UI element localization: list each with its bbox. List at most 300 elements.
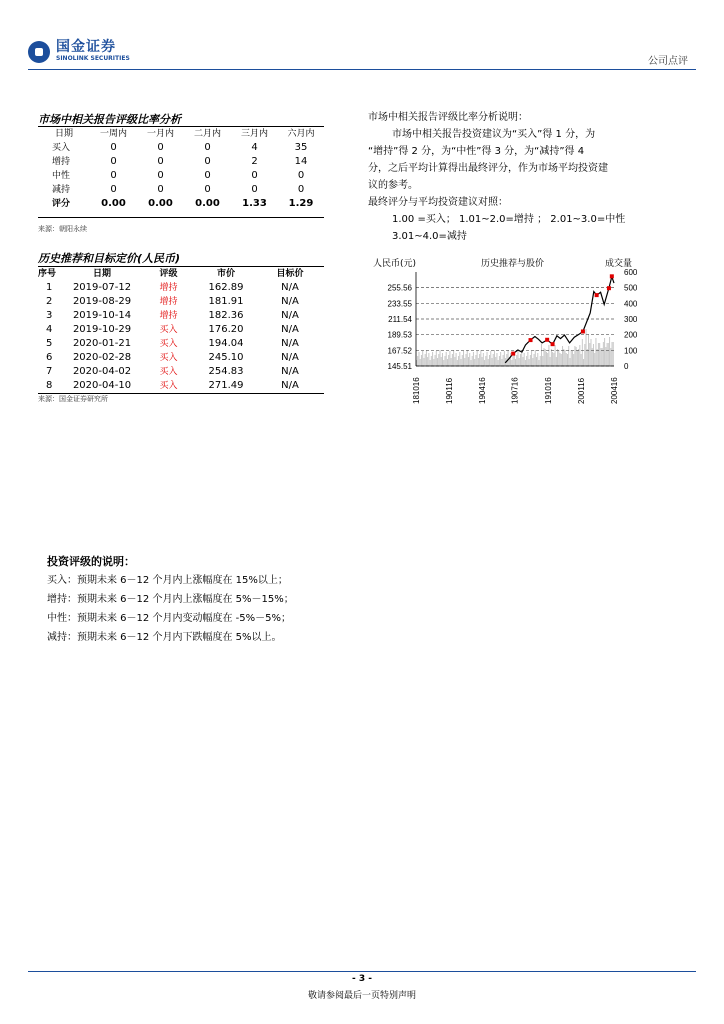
- row-rating: 买入: [159, 325, 178, 335]
- row-label: 评分: [52, 199, 71, 209]
- row-label: 中性: [52, 171, 71, 181]
- footer-disclaimer: 敬请参阅最后一页特别声明: [307, 991, 416, 1001]
- row-number: 6: [46, 352, 53, 363]
- volume-bar: [522, 357, 523, 366]
- col-header: 一周内: [99, 129, 127, 139]
- x-tick-label: 200116: [577, 377, 587, 404]
- row-target: N/A: [281, 352, 299, 363]
- volume-bar: [499, 356, 500, 366]
- cell: 0: [157, 170, 164, 181]
- volume-bar: [430, 360, 431, 366]
- table-row: [38, 337, 324, 351]
- volume-bar: [435, 355, 436, 366]
- explanation-block: [368, 109, 668, 245]
- row-date: 2019-10-29: [72, 324, 132, 335]
- cell: 0: [110, 142, 117, 153]
- cell: 0: [157, 156, 164, 167]
- table-row: [38, 295, 324, 309]
- col-header: 评级: [159, 269, 178, 279]
- rating-definition-item: 中性：预期未来 6－12 个月内变动幅度在 -5%－5%；: [47, 613, 291, 624]
- volume-bar: [578, 349, 579, 366]
- volume-bar: [607, 343, 608, 366]
- cell: 0: [204, 156, 211, 167]
- y2-tick-label: 300: [624, 315, 638, 324]
- row-rating: 增持: [159, 297, 178, 307]
- cell: 2: [251, 156, 258, 167]
- volume-bar: [426, 350, 427, 366]
- rating-definition-item: 减持：预期未来 6－12 个月内下跌幅度在 5%以上。: [47, 632, 282, 643]
- volume-bar: [475, 355, 476, 366]
- header-rule: [28, 69, 696, 70]
- cell: 0.00: [195, 198, 220, 209]
- volume-bar: [491, 358, 492, 366]
- volume-bar: [422, 351, 423, 366]
- volume-bar: [605, 347, 606, 366]
- y-tick-label: 211.54: [388, 314, 412, 324]
- row-target: N/A: [281, 324, 299, 335]
- explanation-line: 分，之后平均计算得出最终评分，作为市场平均投资建: [368, 163, 608, 174]
- y-tick-label: 189.53: [387, 330, 412, 340]
- cell: 0: [157, 184, 164, 195]
- row-price: 245.10: [208, 352, 244, 363]
- volume-bar: [532, 358, 533, 366]
- col-header: 二月内: [193, 129, 221, 139]
- volume-bar: [557, 349, 558, 366]
- volume-bar: [513, 356, 514, 366]
- row-rating: 买入: [159, 381, 178, 391]
- table-row: [38, 309, 324, 323]
- x-tick-label: 200416: [610, 377, 619, 404]
- row-number: 1: [46, 282, 53, 293]
- volume-bar: [470, 360, 471, 366]
- volume-bar: [467, 350, 468, 366]
- row-date: 2020-04-10: [72, 380, 132, 391]
- y2-tick-label: 500: [624, 283, 638, 293]
- volume-bar: [469, 353, 470, 366]
- table-row: [38, 281, 324, 295]
- row-rating: 增持: [159, 283, 178, 293]
- volume-bar: [569, 358, 570, 366]
- volume-bar: [531, 351, 532, 366]
- row-number: 8: [46, 380, 53, 391]
- volume-bar: [487, 352, 488, 366]
- page-number: - 3 -: [352, 974, 372, 984]
- volume-bar: [418, 352, 419, 366]
- volume-bar: [446, 352, 447, 366]
- table-row: [38, 323, 324, 337]
- row-target: N/A: [281, 338, 299, 349]
- recommendation-marker: [610, 274, 614, 278]
- volume-bar: [448, 355, 449, 366]
- cell: 0: [204, 170, 211, 181]
- chart-right-label: 成交量: [605, 259, 633, 269]
- volume-bar: [464, 358, 465, 366]
- volume-bar: [604, 338, 605, 366]
- footer-rule: [28, 971, 696, 972]
- volume-bar: [555, 345, 556, 366]
- col-header: 日期: [54, 129, 73, 139]
- volume-bar: [550, 357, 551, 366]
- row-target: N/A: [281, 310, 299, 321]
- volume-bar: [456, 353, 457, 366]
- col-header: 日期: [92, 269, 111, 279]
- volume-bar: [543, 348, 544, 366]
- explanation-line: 最终评分与平均投资建议对照：: [368, 197, 508, 208]
- volume-bar: [587, 349, 588, 366]
- volume-bar: [452, 354, 453, 366]
- volume-bar: [571, 350, 572, 366]
- row-label: 买入: [52, 143, 71, 153]
- explanation-title: 市场中相关报告评级比率分析说明：: [368, 112, 528, 123]
- history-source: 来源：国金证券研究所: [38, 395, 108, 403]
- y-tick-label: 167.52: [387, 346, 412, 356]
- volume-bar: [517, 351, 518, 366]
- cell: 0: [110, 170, 117, 181]
- volume-bar: [480, 350, 481, 366]
- volume-bar: [447, 359, 448, 366]
- volume-bar: [474, 359, 475, 366]
- row-date: 2020-02-28: [72, 352, 132, 363]
- col-header: 序号: [38, 269, 57, 279]
- y2-tick-label: 0: [624, 362, 629, 371]
- row-target: N/A: [281, 282, 299, 293]
- volume-bar: [427, 357, 428, 366]
- volume-bar: [576, 347, 577, 366]
- volume-bar: [503, 355, 504, 366]
- volume-bar: [563, 349, 564, 366]
- volume-bar: [584, 344, 585, 366]
- explanation-line: 议的参考。: [368, 180, 418, 191]
- recommendation-marker: [551, 342, 555, 346]
- chart-title: 历史推荐与股价: [481, 259, 545, 269]
- rating-stats-bottom-rule: [38, 217, 324, 218]
- volume-bar: [572, 351, 573, 366]
- recommendation-marker: [581, 329, 585, 333]
- row-price: 254.83: [208, 366, 244, 377]
- table-row: [38, 141, 324, 155]
- volume-bar: [561, 354, 562, 366]
- row-price: 194.04: [208, 338, 244, 349]
- volume-bar: [519, 358, 520, 366]
- volume-bar: [610, 348, 611, 366]
- table-row: [38, 379, 324, 393]
- y-tick-label: 233.55: [387, 299, 412, 309]
- volume-bar: [472, 356, 473, 366]
- volume-bar: [541, 344, 542, 366]
- price-line: [505, 277, 614, 363]
- row-price: 162.89: [208, 282, 244, 293]
- row-date: 2019-08-29: [72, 296, 132, 307]
- rating-stats-header: [38, 127, 324, 141]
- explanation-line: “增持”得 2 分，为“中性”得 3 分，为“减持”得 4: [368, 146, 585, 157]
- x-tick-label: 190716: [510, 377, 520, 404]
- table-row: [38, 183, 324, 197]
- y-tick-label: 145.51: [387, 362, 412, 371]
- volume-bar: [461, 359, 462, 366]
- volume-bar: [449, 351, 450, 366]
- volume-bar: [494, 350, 495, 366]
- recommendation-marker: [595, 293, 599, 297]
- volume-bar: [526, 356, 527, 366]
- volume-bar: [539, 360, 540, 366]
- rating-definitions-title: 投资评级的说明：: [47, 555, 135, 568]
- volume-bar: [542, 356, 543, 366]
- cell: 0: [110, 156, 117, 167]
- volume-bar: [421, 355, 422, 366]
- volume-bar: [536, 357, 537, 366]
- volume-bar: [438, 354, 439, 366]
- logo-en-text: SINOLINK SECURITIES: [56, 55, 130, 62]
- cell: 0.00: [148, 198, 173, 209]
- rating-stats-source: 来源：朝阳永续: [38, 225, 87, 233]
- cell: 0.00: [101, 198, 126, 209]
- volume-bar: [458, 356, 459, 366]
- volume-bar: [545, 349, 546, 366]
- cell: 0: [110, 184, 117, 195]
- row-number: 5: [46, 338, 53, 349]
- row-rating: 买入: [159, 367, 178, 377]
- volume-bar: [609, 337, 610, 366]
- volume-bar: [562, 346, 563, 366]
- row-rating: 买入: [159, 339, 178, 349]
- volume-bar: [613, 342, 614, 366]
- volume-bar: [556, 357, 557, 366]
- table-row: [38, 351, 324, 365]
- row-rating: 增持: [159, 311, 178, 321]
- volume-bar: [511, 360, 512, 366]
- volume-bar: [535, 350, 536, 366]
- volume-bar: [482, 357, 483, 366]
- explanation-line: 1.00 =买入； 1.01~2.0=增持 ； 2.01~3.0=中性: [392, 214, 626, 225]
- volume-bar: [483, 353, 484, 366]
- volume-bar: [495, 357, 496, 366]
- y2-tick-label: 600: [624, 268, 638, 277]
- history-table: [38, 267, 324, 393]
- volume-bar: [551, 349, 552, 366]
- volume-bar: [440, 350, 441, 366]
- explanation-line: 3.01~4.0=减持: [392, 231, 467, 242]
- volume-bar: [573, 354, 574, 366]
- row-number: 3: [46, 310, 53, 321]
- volume-bar: [600, 348, 601, 366]
- volume-bar: [442, 353, 443, 366]
- volume-bar: [547, 353, 548, 366]
- logo-icon: [28, 41, 50, 63]
- volume-bar: [560, 353, 561, 366]
- row-price: 271.49: [208, 380, 244, 391]
- volume-bar: [565, 350, 566, 366]
- volume-bar: [515, 359, 516, 366]
- volume-bar: [490, 351, 491, 366]
- table-row: [38, 365, 324, 379]
- col-header: 三月内: [240, 129, 268, 139]
- volume-bar: [489, 355, 490, 366]
- row-date: 2020-01-21: [72, 338, 132, 349]
- volume-bar: [433, 359, 434, 366]
- volume-bar: [459, 352, 460, 366]
- volume-bar: [592, 348, 593, 366]
- history-header: [38, 267, 324, 281]
- company-logo: [28, 40, 130, 63]
- volume-bar: [553, 353, 554, 366]
- row-target: N/A: [281, 366, 299, 377]
- volume-bar: [436, 351, 437, 366]
- row-rating: 买入: [159, 353, 178, 363]
- row-number: 4: [46, 324, 53, 335]
- volume-bar: [444, 356, 445, 366]
- volume-bar: [443, 360, 444, 366]
- volume-bar: [510, 353, 511, 366]
- volume-bar: [423, 358, 424, 366]
- volume-bar: [577, 350, 578, 366]
- volume-bar: [485, 356, 486, 366]
- row-price: 182.36: [208, 310, 244, 321]
- volume-bar: [463, 351, 464, 366]
- volume-bar: [595, 338, 596, 366]
- cell: 0: [204, 142, 211, 153]
- row-target: N/A: [281, 380, 299, 391]
- row-date: 2020-04-02: [72, 366, 132, 377]
- cell: 0: [297, 170, 305, 181]
- volume-bar: [428, 353, 429, 366]
- col-header: 一月内: [146, 129, 174, 139]
- volume-bar: [581, 354, 582, 366]
- volume-bar: [552, 352, 553, 366]
- row-number: 2: [46, 296, 53, 307]
- volume-bar: [524, 353, 525, 366]
- volume-bar: [589, 343, 590, 366]
- volume-bar: [493, 354, 494, 366]
- cell: 0: [251, 170, 258, 181]
- row-price: 181.91: [208, 296, 244, 307]
- row-label: 增持: [52, 157, 71, 167]
- table-row-score: [38, 197, 324, 211]
- volume-bar: [451, 358, 452, 366]
- cell: 0: [157, 142, 164, 153]
- volume-bar: [437, 358, 438, 366]
- volume-bar: [598, 343, 599, 366]
- volume-bar: [548, 345, 549, 366]
- recommendation-marker: [545, 338, 549, 342]
- volume-bar: [583, 359, 584, 366]
- volume-bar: [425, 354, 426, 366]
- recommendation-marker: [529, 338, 533, 342]
- row-number: 7: [46, 366, 53, 377]
- rating-definitions: [47, 552, 294, 647]
- volume-bar: [468, 357, 469, 366]
- cell: 1.33: [242, 198, 267, 209]
- volume-bar: [441, 357, 442, 366]
- table-row: [38, 169, 324, 183]
- history-title: 历史推荐和目标定价(人民币): [38, 252, 181, 265]
- volume-bar: [454, 357, 455, 366]
- volume-bar: [537, 353, 538, 366]
- volume-bar: [546, 352, 547, 366]
- row-date: 2019-07-12: [72, 282, 132, 293]
- volume-bar: [597, 349, 598, 366]
- row-price: 176.20: [208, 324, 244, 335]
- cell: 4: [251, 142, 258, 153]
- x-tick-label: 181016: [412, 377, 421, 404]
- y2-tick-label: 200: [624, 330, 638, 340]
- volume-bar: [478, 358, 479, 366]
- volume-bar: [603, 342, 604, 366]
- volume-bar: [420, 359, 421, 366]
- volume-bar: [534, 354, 535, 366]
- volume-bar: [496, 353, 497, 366]
- recommendation-marker: [511, 352, 515, 356]
- row-date: 2019-10-14: [72, 310, 132, 321]
- volume-bar: [432, 352, 433, 366]
- volume-bar: [527, 352, 528, 366]
- volume-bar: [462, 355, 463, 366]
- doc-type: 公司点评: [648, 56, 688, 67]
- volume-bar: [466, 354, 467, 366]
- volume-bar: [484, 360, 485, 366]
- chart-left-label: 人民币(元): [373, 259, 417, 269]
- volume-bar: [612, 342, 613, 366]
- volume-bar: [566, 353, 567, 366]
- volume-bar: [501, 359, 502, 366]
- rating-stats-table: [38, 127, 324, 211]
- volume-bar: [500, 352, 501, 366]
- row-label: 减持: [52, 185, 71, 195]
- rating-definition-item: 买入：预期未来 6－12 个月内上涨幅度在 15%以上；: [47, 575, 288, 586]
- cell: 0: [204, 184, 211, 195]
- volume-bar: [453, 350, 454, 366]
- col-header: 目标价: [276, 269, 304, 279]
- recommendation-marker: [607, 286, 611, 290]
- volume-bar: [504, 351, 505, 366]
- volume-bar: [594, 353, 595, 366]
- volume-bar: [590, 339, 591, 366]
- volume-bar: [579, 345, 580, 366]
- volume-bar: [568, 346, 569, 366]
- volume-bar: [488, 359, 489, 366]
- volume-bar: [540, 356, 541, 366]
- volume-bar: [582, 339, 583, 366]
- cell: 0: [297, 184, 305, 195]
- volume-bar: [479, 354, 480, 366]
- volume-bar: [477, 351, 478, 366]
- row-target: N/A: [281, 296, 299, 307]
- volume-bar: [431, 356, 432, 366]
- price-chart: [368, 266, 668, 408]
- rating-stats-title: 市场中相关报告评级比率分析: [38, 113, 181, 126]
- volume-bar: [593, 344, 594, 366]
- volume-bar: [417, 356, 418, 366]
- volume-bar: [516, 355, 517, 366]
- x-tick-label: 190416: [477, 377, 487, 404]
- logo-cn-text: 国金证券: [56, 39, 116, 55]
- y2-tick-label: 400: [624, 299, 638, 309]
- cell: 35: [294, 142, 308, 153]
- y-tick-label: 255.56: [387, 283, 412, 293]
- volume-bar: [530, 355, 531, 366]
- volume-bar: [558, 350, 559, 366]
- y2-tick-label: 100: [624, 346, 638, 356]
- table-row: [38, 155, 324, 169]
- volume-bar: [529, 359, 530, 366]
- volume-bar: [574, 346, 575, 366]
- volume-bar: [498, 360, 499, 366]
- x-tick-label: 190116: [445, 377, 455, 404]
- volume-bar: [508, 350, 509, 366]
- volume-bar: [608, 343, 609, 366]
- x-tick-label: 191016: [543, 377, 553, 404]
- volume-bar: [520, 354, 521, 366]
- volume-bar: [599, 343, 600, 366]
